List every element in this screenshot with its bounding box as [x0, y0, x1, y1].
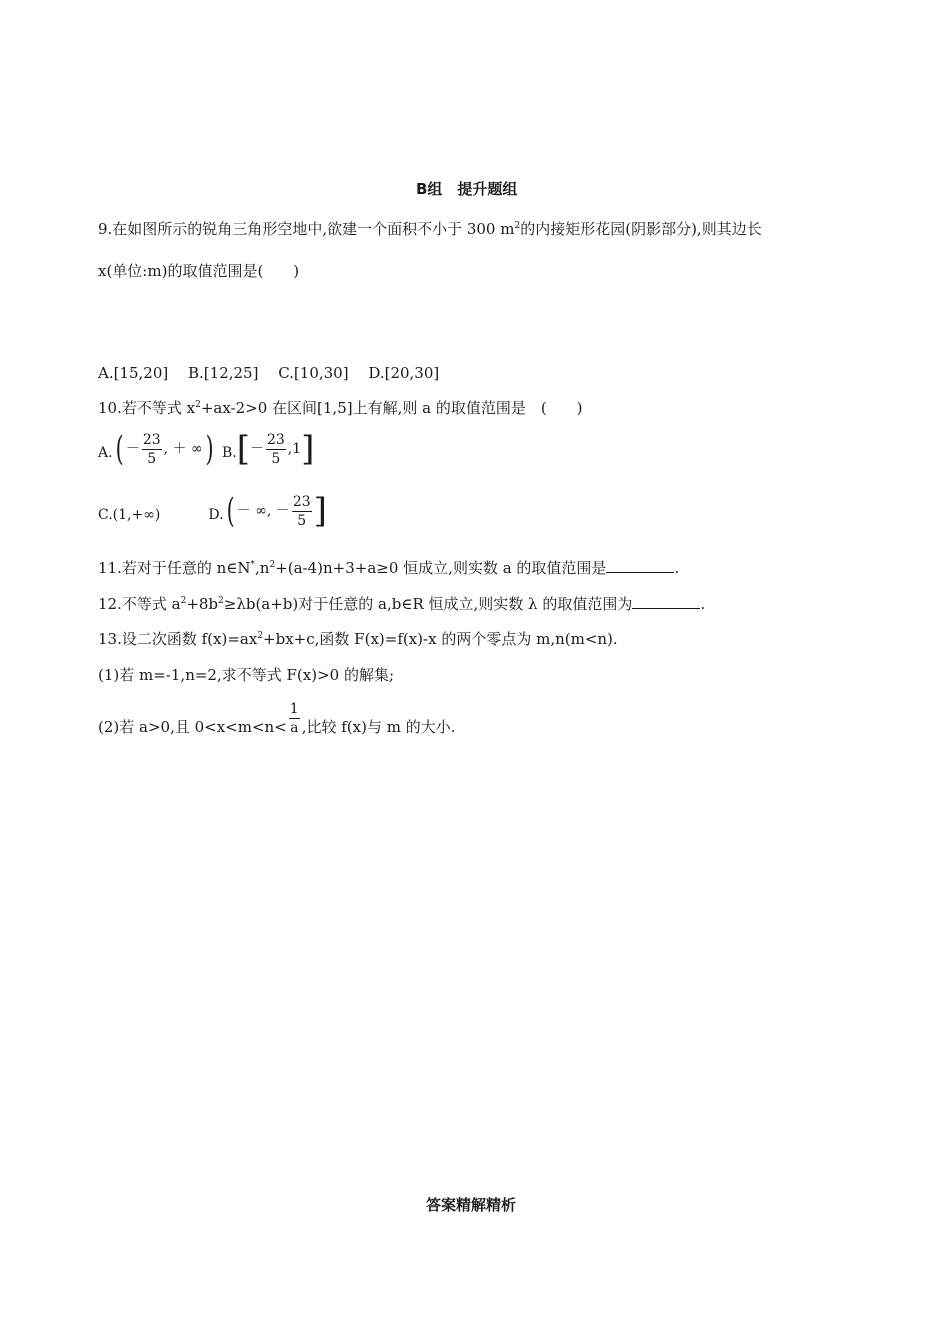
q13-stem-sup: 2	[257, 631, 264, 641]
q12-answer-blank[interactable]	[632, 596, 700, 609]
q10-option-d-den: 5	[297, 512, 307, 529]
q10-stem-post: +ax-2>0 在区间[1,5]上有解,则 a 的取值范围是 ( )	[200, 399, 583, 417]
q10-option-d-label: D.	[208, 507, 224, 523]
q10-stem-pre: 10.若不等式 x	[98, 399, 196, 417]
q10-option-b-tail: ,1	[287, 441, 302, 457]
question-12	[98, 596, 705, 612]
q10-option-d-num: 23	[292, 493, 311, 510]
q12-pre: 12.不等式 a	[98, 595, 181, 613]
q10-option-a-fraction	[142, 433, 162, 466]
q10-option-d-fraction	[292, 495, 312, 528]
q11-pre: 11.若对于任意的 n∈N	[98, 559, 251, 577]
q13-part2	[98, 702, 455, 735]
question-11	[98, 560, 679, 576]
q12-end: .	[700, 595, 706, 613]
q11-sup2: 2	[269, 560, 276, 570]
q10-option-b-label: B.	[221, 445, 237, 461]
q10-option-a-label: A.	[98, 445, 113, 461]
q10-option-b-sign: －	[249, 441, 264, 457]
q10-option-c: C.(1,+∞)	[98, 507, 161, 523]
section-title: B组 提升题组	[416, 180, 518, 198]
q13-part2-pre: (2)若 a>0,且 0<x<m<n<	[98, 718, 287, 736]
q9-line1-pre: 9.在如图所示的锐角三角形空地中,欲建一个面积不小于 300 m	[98, 220, 515, 238]
q9-line1-sup: 2	[514, 221, 521, 231]
q10-option-a-den: 5	[147, 450, 157, 467]
q9-options: A.[15,20] B.[12,25] C.[10,30] D.[20,30]	[98, 364, 440, 382]
q13-part2-den: a	[290, 720, 299, 736]
q10-option-b-fraction	[266, 433, 286, 466]
q10-option-a: A. ( － $\frac{23}{5}$ , ＋ ∞ ) B. [ － $\frac{23}{5}$ ,1 ]	[98, 429, 315, 469]
q11-sup1: *	[250, 560, 256, 570]
q10-option-a-sign: －	[125, 441, 140, 457]
q9-line1-post: 的内接矩形花园(阴影部分),则其边长	[520, 220, 762, 238]
q11-post: +(a-4)n+3+a≥0 恒成立,则实数 a 的取值范围是	[275, 559, 607, 577]
q13-part2-post: ,比较 f(x)与 m 的大小.	[301, 718, 456, 736]
q10-option-a-num: 23	[142, 431, 161, 448]
q10-option-b-den: 5	[271, 450, 281, 467]
q10-stem-sup: 2	[195, 400, 201, 410]
q11-answer-blank[interactable]	[606, 560, 674, 573]
q10-option-d-head: － ∞, －	[236, 503, 290, 519]
q10-option-a-tail: , ＋ ∞	[163, 441, 203, 457]
q13-part2-num: 1	[289, 701, 299, 717]
q10-option-b-num: 23	[266, 431, 285, 448]
q12-mid: +8b	[186, 595, 219, 613]
q12-sup1: 2	[180, 596, 187, 606]
q9-line2: x(单位:m)的取值范围是( )	[98, 262, 300, 280]
q13-part1: (1)若 m=-1,n=2,求不等式 F(x)>0 的解集;	[98, 666, 395, 684]
q12-post: ≥λb(a+b)对于任意的 a,b∈R 恒成立,则实数 λ 的取值范围为	[223, 595, 633, 613]
q13-stem-post: +bx+c,函数 F(x)=f(x)-x 的两个零点为 m,n(m<n).	[263, 630, 618, 648]
footer-title: 答案精解精析	[426, 1196, 517, 1214]
q12-sup2: 2	[218, 596, 224, 606]
q13-part2-fraction	[289, 702, 300, 735]
q13-stem-pre: 13.设二次函数 f(x)=ax	[98, 630, 258, 648]
q10-option-cd: C.(1,+∞) D. ( － ∞, － $\frac{23}{5}$ ]	[98, 491, 327, 531]
q11-mid1: ,n	[255, 559, 270, 577]
q11-end: .	[674, 559, 680, 577]
